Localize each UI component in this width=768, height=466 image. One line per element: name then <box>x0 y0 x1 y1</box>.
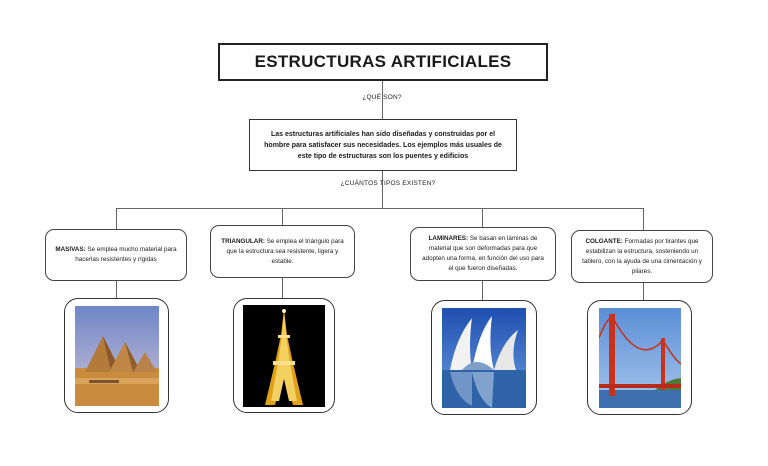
connector-horizontal <box>116 208 644 209</box>
diagram-title: ESTRUCTURAS ARTIFICIALES <box>218 43 548 81</box>
type-desc: Se emplea el triángulo para que la estructura sea resistente, ligera y estable. <box>226 237 344 265</box>
connector-type-4 <box>643 208 644 230</box>
connector-image-2 <box>282 278 283 298</box>
image-frame-colgante <box>587 300 692 415</box>
image-frame-laminares <box>431 300 537 415</box>
connector-image-1 <box>116 281 117 298</box>
question-what: ¿QUÉ SON? <box>362 94 402 101</box>
type-desc: Se basan en láminas de material que son deformadas para que adopten una forma, en función del uso para el que fueron diseñadas. <box>422 235 544 272</box>
connector-type-3 <box>482 208 483 227</box>
connector-image-4 <box>643 283 644 300</box>
connector-image-3 <box>482 281 483 300</box>
connector-def-types <box>382 171 383 208</box>
definition-text: Las estructuras artificiales han sido diseñadas y construidas por el hombre para satisfacer sus necesidades. Los ejemplos más usuales de este tipo de estructuras son los puentes y edificios <box>264 130 502 160</box>
eiffel-tower-icon <box>243 305 325 407</box>
type-name: COLGANTE: <box>585 237 623 245</box>
type-desc: Se emplea mucho material para hacerlas resistentes y rígidas <box>75 246 177 263</box>
type-name: TRIANGULAR: <box>221 237 265 245</box>
image-frame-masivas <box>64 298 169 413</box>
type-box-triangular <box>210 225 355 278</box>
type-name: LAMINARES: <box>428 235 469 242</box>
type-name: MASIVAS: <box>55 246 86 253</box>
type-desc: Formadas por tirantes que estabilizan la estructura, sosteniendo un tablero, con la ayuda de una cimentación y pilares. <box>582 237 702 275</box>
type-box-masivas <box>45 229 187 281</box>
question-types: ¿CUÁNTOS TIPOS EXISTEN? <box>340 180 436 187</box>
pyramids-icon <box>75 306 159 406</box>
definition-box <box>249 119 517 171</box>
connector-type-1 <box>116 208 117 229</box>
type-box-laminares <box>410 227 556 281</box>
connector-type-2 <box>282 208 283 225</box>
image-frame-triangular <box>233 298 335 413</box>
laminar-building-icon <box>442 308 526 408</box>
suspension-bridge-icon <box>599 308 681 408</box>
type-box-colgante <box>571 230 713 283</box>
